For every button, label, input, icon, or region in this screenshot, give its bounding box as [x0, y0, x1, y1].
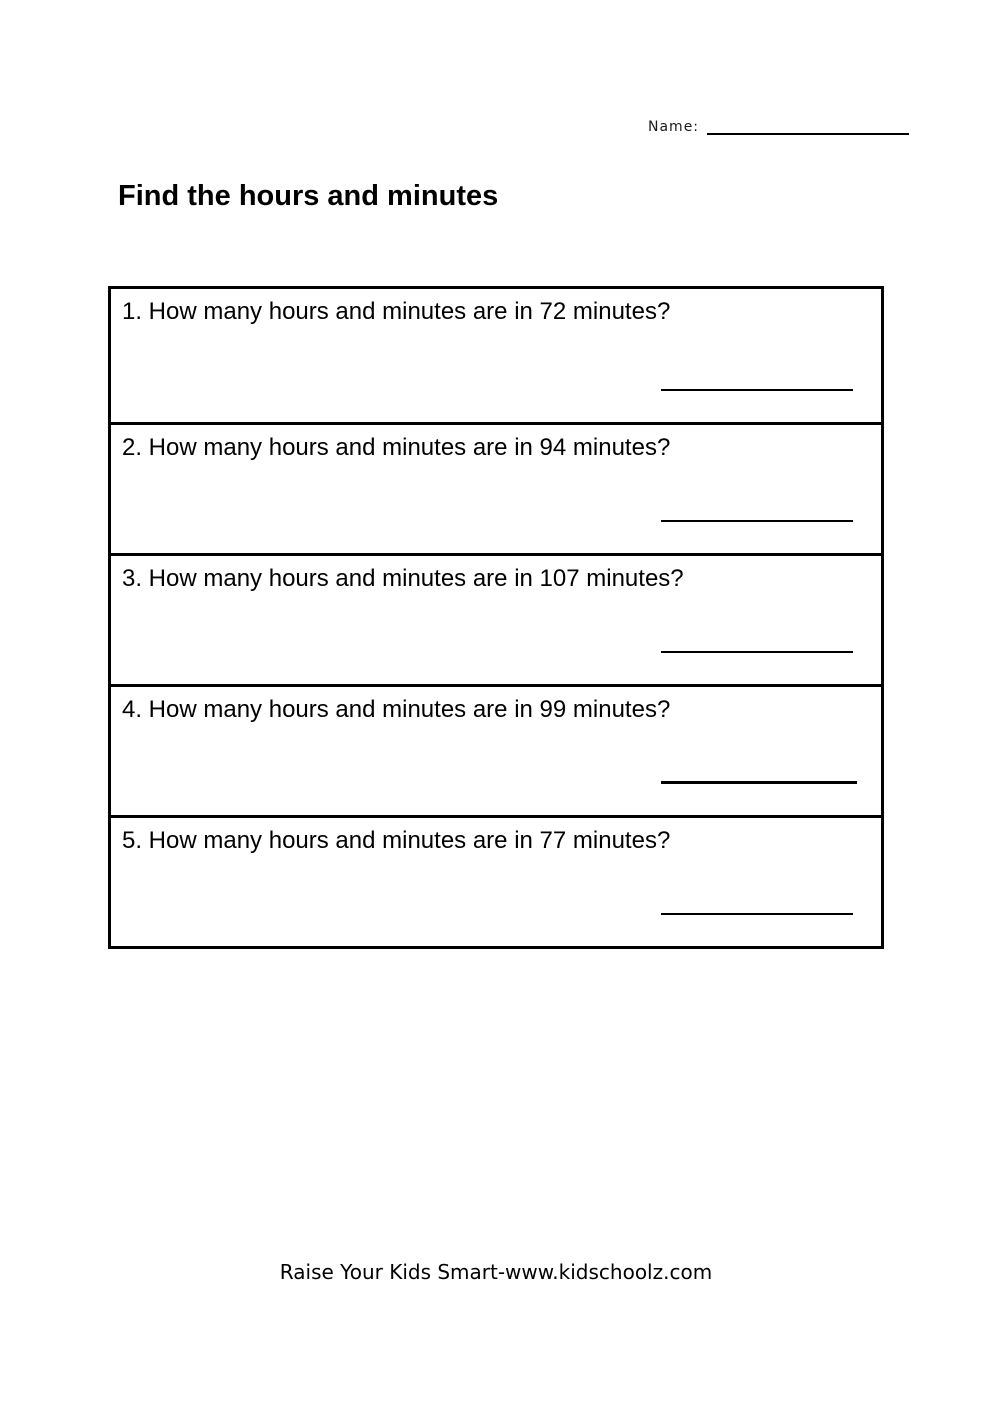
name-fill-in-line[interactable]	[707, 118, 909, 135]
worksheet-title: Find the hours and minutes	[118, 180, 499, 212]
question-row-4	[111, 687, 881, 818]
question-text-2: 2. How many hours and minutes are in 94 minutes?	[122, 434, 671, 461]
question-row-2	[111, 425, 881, 556]
question-row-3	[111, 556, 881, 687]
question-text-5: 5. How many hours and minutes are in 77 minutes?	[122, 827, 671, 854]
questions-table	[108, 286, 884, 949]
answer-line-2[interactable]	[661, 520, 853, 522]
answer-line-4[interactable]	[661, 781, 857, 784]
answer-line-5[interactable]	[661, 913, 853, 915]
question-row-1	[111, 289, 881, 425]
question-text-4: 4. How many hours and minutes are in 99 minutes?	[122, 696, 671, 723]
name-block	[648, 118, 909, 135]
question-text-3: 3. How many hours and minutes are in 107 minutes?	[122, 565, 684, 592]
name-label: Name:	[648, 119, 700, 135]
answer-line-3[interactable]	[661, 651, 853, 653]
question-row-5	[111, 818, 881, 946]
answer-line-1[interactable]	[661, 389, 853, 391]
footer-text: Raise Your Kids Smart-www.kidschoolz.com	[279, 1260, 713, 1284]
question-text-1: 1. How many hours and minutes are in 72 minutes?	[122, 298, 671, 325]
